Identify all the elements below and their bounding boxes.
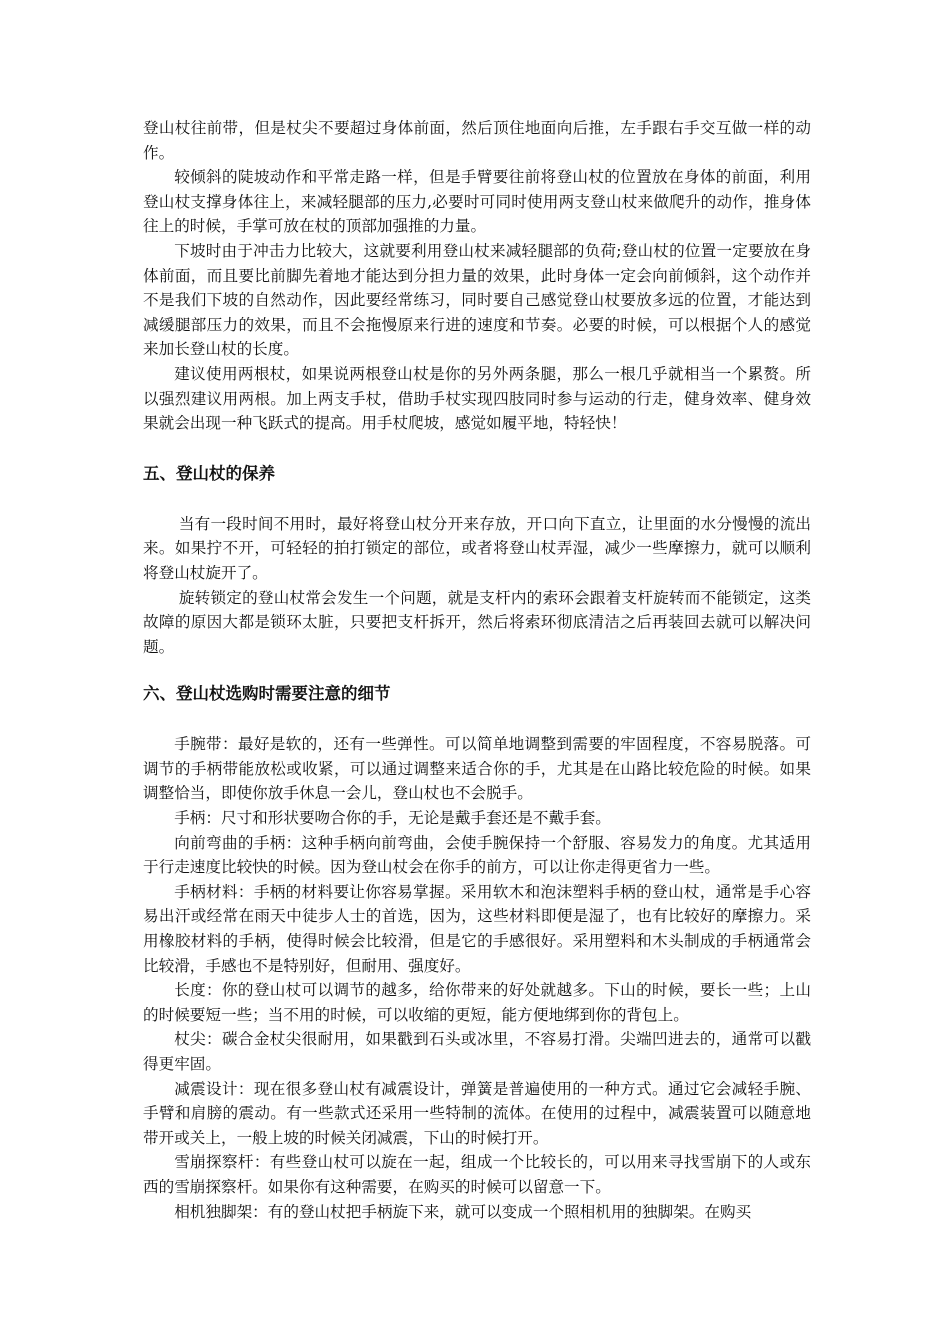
paragraph-tip: 杖尖：碳合金杖尖很耐用，如果戳到石头或冰里，不容易打滑。尖端凹进去的，通常可以戳得更牢固。 <box>143 1030 811 1073</box>
section-heading-maintenance: 五、登山杖的保养 <box>143 463 275 483</box>
paragraph-handle: 手柄：尺寸和形状要吻合你的手，无论是戴手套还是不戴手套。 <box>174 809 611 828</box>
paragraph-storage: 当有一段时间不用时，最好将登山杖分开来存放，开口向下直立，让里面的水分慢慢的流出来。如果拧不开，可轻轻的拍打锁定的部位，或者将登山杖弄湿，减少一些摩擦力，就可以顺利将登山杖旋开了。 <box>143 514 811 582</box>
paragraph-length: 长度：你的登山杖可以调节的越多，给你带来的好处就越多。下山的时候，要长一些；上山的时候要短一些；当不用的时候，可以收缩的更短，能方便地绑到你的背包上。 <box>143 981 811 1024</box>
paragraph-steep-slope: 较倾斜的陡坡动作和平常走路一样，但是手臂要往前将登山杖的位置放在身体的前面，利用登山杖支撑身体往上，来减轻腿部的压力,必要时可同时使用两支登山杖来做爬升的动作，推身体往上的时候，手掌可放在杖的顶部加强推的力量。 <box>143 168 811 236</box>
paragraph-downhill: 下坡时由于冲击力比较大，这就要利用登山杖来减轻腿部的负荷;登山杖的位置一定要放在身体前面，而且要比前脚先着地才能达到分担力量的效果，此时身体一定会向前倾斜，这个动作并不是我们下坡的自然动作，因此要经常练习，同时要自己感觉登山杖要放多远的位置，才能达到减缓腿部压力的效果，而且不会拖慢原来行进的速度和节奏。必要的时候，可以根据个人的感觉来加长登山杖的长度。 <box>143 241 811 359</box>
paragraph-avalanche-probe: 雪崩探察杆：有些登山杖可以旋在一起，组成一个比较长的，可以用来寻找雪崩下的人或东西的雪崩探察杆。如果你有这种需要，在购买的时候可以留意一下。 <box>143 1153 811 1196</box>
paragraph-lock-issue: 旋转锁定的登山杖常会发生一个问题，就是支杆内的索环会跟着支杆旋转而不能锁定，这类故障的原因大都是锁环太脏，只要把支杆拆开，然后将索环彻底清洁之后再装回去就可以解决问题。 <box>143 588 811 656</box>
paragraph-monopod: 相机独脚架：有的登山杖把手柄旋下来，就可以变成一个照相机用的独脚架。在购买 <box>174 1202 752 1221</box>
paragraph-two-poles: 建议使用两根杖，如果说两根登山杖是你的另外两条腿，那么一根几乎就相当一个累赘。所以强烈建议用两根。加上两支手杖，借助手杖实现四肢同时参与运动的行走，健身效率、健身效果就会出现一种飞跃式的提高。用手杖爬坡，感觉如履平地，特轻快！ <box>143 364 811 433</box>
paragraph-shock-absorb: 减震设计：现在很多登山杖有减震设计，弹簧是普遍使用的一种方式。通过它会减轻手腕、手臂和肩膀的震动。有一些款式还采用一些特制的流体。在使用的过程中，减震装置可以随意地带开或关上，一般上坡的时候关闭减震，下山的时候打开。 <box>143 1079 811 1147</box>
paragraph-handle-material: 手柄材料：手柄的材料要让你容易掌握。采用软木和泡沫塑料手柄的登山杖，通常是手心容易出汗或经常在雨天中徒步人士的首选，因为，这些材料即便是湿了，也有比较好的摩擦力。采用橡胶材料的手柄，使得时候会比较滑，但是它的手感很好。采用塑料和木头制成的手柄通常会比较滑，手感也不是特别好，但耐用、强度好。 <box>143 882 811 975</box>
paragraph-curved-handle: 向前弯曲的手柄：这种手柄向前弯曲，会使手腕保持一个舒服、容易发力的角度。尤其适用于行走速度比较快的时候。因为登山杖会在你手的前方，可以让你走得更省力一些。 <box>143 833 811 877</box>
section-heading-buying-details: 六、登山杖选购时需要注意的细节 <box>143 684 391 704</box>
paragraph-wrist-strap: 手腕带：最好是软的，还有一些弹性。可以简单地调整到需要的牢固程度，不容易脱落。可调节的手柄带能放松或收紧，可以通过调整来适合你的手，尤其是在山路比较危险的时候。如果调整恰当，即使你放手休息一会儿，登山杖也不会脱手。 <box>143 735 811 803</box>
document-page <box>143 116 811 1224</box>
paragraph-pole-forward: 登山杖往前带，但是杖尖不要超过身体前面，然后顶住地面向后推，左手跟右手交互做一样的动作。 <box>143 119 811 162</box>
